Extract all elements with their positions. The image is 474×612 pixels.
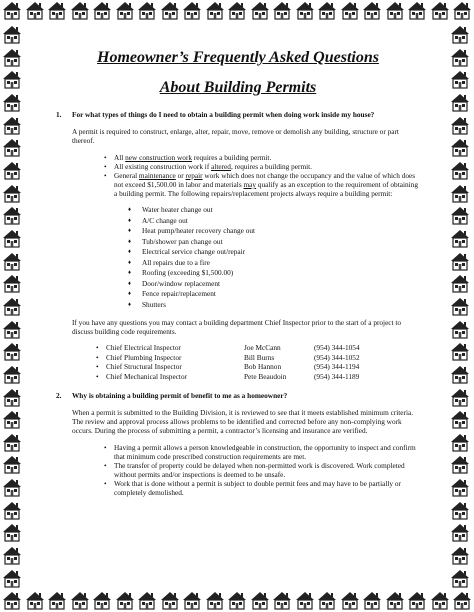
house-icon — [2, 409, 24, 429]
house-icon — [92, 590, 112, 612]
house-icon — [450, 228, 472, 248]
house-icon — [2, 296, 24, 316]
house-icon — [70, 0, 90, 22]
house-icon — [47, 590, 67, 612]
house-icon — [2, 387, 24, 407]
house-icon — [452, 590, 472, 612]
house-icon — [182, 590, 202, 612]
question-2 — [56, 391, 420, 400]
house-icon — [450, 47, 472, 67]
bottom-house-border — [0, 590, 474, 612]
house-icon — [385, 0, 405, 22]
question-2-text: Why is obtaining a building permit of benefit to me as a homeowner? — [72, 391, 288, 400]
house-icon — [115, 590, 135, 612]
house-icon — [272, 590, 292, 612]
house-icon — [450, 500, 472, 520]
top-house-border — [0, 0, 474, 22]
house-icon — [137, 590, 157, 612]
house-icon — [340, 590, 360, 612]
house-icon — [450, 251, 472, 271]
house-icon — [250, 0, 270, 22]
faq-document — [56, 48, 420, 497]
house-icon — [450, 522, 472, 542]
list-item: • All existing construction work if altered, requires a building permit. — [104, 162, 420, 171]
house-icon — [2, 251, 24, 271]
right-house-border — [450, 22, 472, 590]
house-icon — [2, 47, 24, 67]
house-icon — [2, 183, 24, 203]
list-item: ♦ All repairs due to a fire — [128, 258, 420, 269]
question-1-text: For what types of things do I need to obtain a building permit when doing work inside my house? — [72, 110, 375, 119]
house-icon — [295, 0, 315, 22]
house-icon — [2, 454, 24, 474]
house-icon — [450, 296, 472, 316]
house-icon — [450, 92, 472, 112]
list-item: • All new construction work requires a building permit. — [104, 153, 420, 162]
house-icon — [25, 590, 45, 612]
house-icon — [430, 0, 450, 22]
house-icon — [450, 477, 472, 497]
list-item: • The transfer of property could be delayed when non-permitted work is discovered. Work completed without permits and/or inspections is deemed to be unsafe. — [104, 461, 420, 479]
house-icon — [450, 183, 472, 203]
house-icon — [115, 0, 135, 22]
house-icon — [295, 590, 315, 612]
house-icon — [450, 319, 472, 339]
house-icon — [452, 0, 472, 22]
question-1-intro: A permit is required to construct, enlarge, alter, repair, move, remove or demolish any building, structure or part thereof. — [72, 127, 399, 145]
list-item: • Work that is done without a permit is subject to double permit fees and may have to be partially or completely demolished. — [104, 479, 420, 497]
house-icon — [250, 590, 270, 612]
house-icon — [450, 364, 472, 384]
question-1-number: 1. — [56, 110, 62, 119]
house-icon — [450, 568, 472, 588]
house-icon — [137, 0, 157, 22]
house-icon — [450, 545, 472, 565]
house-icon — [430, 590, 450, 612]
house-icon — [92, 0, 112, 22]
always-required-projects-list — [128, 205, 420, 310]
table-row: • Chief Structural Inspector Bob Hannon (954) 344-1194 — [96, 362, 360, 371]
house-icon — [160, 0, 180, 22]
house-icon — [450, 409, 472, 429]
house-icon — [2, 115, 24, 135]
house-icon — [47, 0, 67, 22]
house-icon — [160, 590, 180, 612]
house-icon — [362, 0, 382, 22]
house-icon — [272, 0, 292, 22]
house-icon — [317, 0, 337, 22]
house-icon — [340, 0, 360, 22]
list-item: ♦ Shutters — [128, 300, 420, 311]
house-icon — [2, 432, 24, 452]
table-row: • Chief Mechanical Inspector Pete Beaudoin (954) 344-1189 — [96, 371, 360, 381]
house-icon — [2, 545, 24, 565]
house-icon — [205, 590, 225, 612]
house-icon — [407, 590, 427, 612]
house-icon — [2, 568, 24, 588]
house-icon — [2, 364, 24, 384]
page-subtitle: About Building Permits — [159, 79, 317, 96]
house-icon — [2, 24, 24, 44]
list-item: ♦ Water heater change out — [128, 205, 420, 216]
house-icon — [2, 205, 24, 225]
house-icon — [450, 69, 472, 89]
question-2-number: 2. — [56, 391, 62, 400]
house-icon — [2, 137, 24, 157]
house-icon — [450, 387, 472, 407]
question-1 — [56, 110, 420, 119]
house-icon — [2, 522, 24, 542]
table-row: • Chief Electrical Inspector Joe McCann (954) 344-1054 — [96, 343, 360, 352]
house-icon — [2, 92, 24, 112]
house-icon — [450, 432, 472, 452]
list-item: • Having a permit allows a person knowledgeable in construction, the opportunity to inspect and confirm that minimum code prescribed construction requirements are met. — [104, 443, 420, 461]
house-icon — [70, 590, 90, 612]
list-item: ♦ Door/window replacement — [128, 279, 420, 290]
house-icon — [450, 160, 472, 180]
inspector-contacts-table — [96, 343, 360, 381]
house-icon — [2, 341, 24, 361]
permit-requirements-list — [104, 153, 420, 198]
house-icon — [450, 341, 472, 361]
house-icon — [2, 69, 24, 89]
house-icon — [317, 590, 337, 612]
house-icon — [407, 0, 427, 22]
house-icon — [2, 273, 24, 293]
house-icon — [25, 0, 45, 22]
question-2-intro: When a permit is submitted to the Building Division, it is reviewed to see that it meets established minimum criteria. The review and approval process allows problems to be identified and corrected before any non-complying work occurs. During the process of submitting a permit, a contractor’s licensing and insurance are verified. — [72, 408, 414, 435]
house-icon — [227, 590, 247, 612]
house-icon — [362, 590, 382, 612]
house-icon — [2, 228, 24, 248]
house-icon — [2, 500, 24, 520]
house-icon — [450, 205, 472, 225]
house-icon — [450, 454, 472, 474]
list-item: • General maintenance or repair work which does not change the occupancy and the value of which does not exceed $1,500.00 in labor and materials may qualify as an exception to the requirement of obtaining a building permit. The following repairs/replacement projects always require a building permit: — [104, 171, 420, 198]
table-row: • Chief Plumbing Inspector Bill Burns (954) 344-1052 — [96, 352, 360, 362]
house-icon — [450, 137, 472, 157]
list-item: ♦ Fence repair/replacement — [128, 289, 420, 300]
house-icon — [182, 0, 202, 22]
permit-benefits-list — [104, 443, 420, 497]
list-item: ♦ Electrical service change out/repair — [128, 247, 420, 258]
left-house-border — [2, 22, 24, 590]
house-icon — [450, 273, 472, 293]
house-icon — [205, 0, 225, 22]
house-icon — [385, 590, 405, 612]
house-icon — [2, 0, 22, 22]
page-title: Homeowner’s Frequently Asked Questions — [97, 49, 379, 66]
list-item: ♦ Roofing (exceeding $1,500.00) — [128, 268, 420, 279]
house-icon — [2, 590, 22, 612]
house-icon — [227, 0, 247, 22]
house-icon — [2, 477, 24, 497]
house-icon — [2, 319, 24, 339]
house-icon — [450, 115, 472, 135]
contact-paragraph: If you have any questions you may contact a building department Chief Inspector prior to the start of a project to discuss building code requirements. — [72, 318, 402, 336]
house-icon — [2, 160, 24, 180]
list-item: ♦ A/C change out — [128, 216, 420, 227]
house-icon — [450, 24, 472, 44]
list-item: ♦ Heat pump/heater recovery change out — [128, 226, 420, 237]
list-item: ♦ Tub/shower pan change out — [128, 237, 420, 248]
